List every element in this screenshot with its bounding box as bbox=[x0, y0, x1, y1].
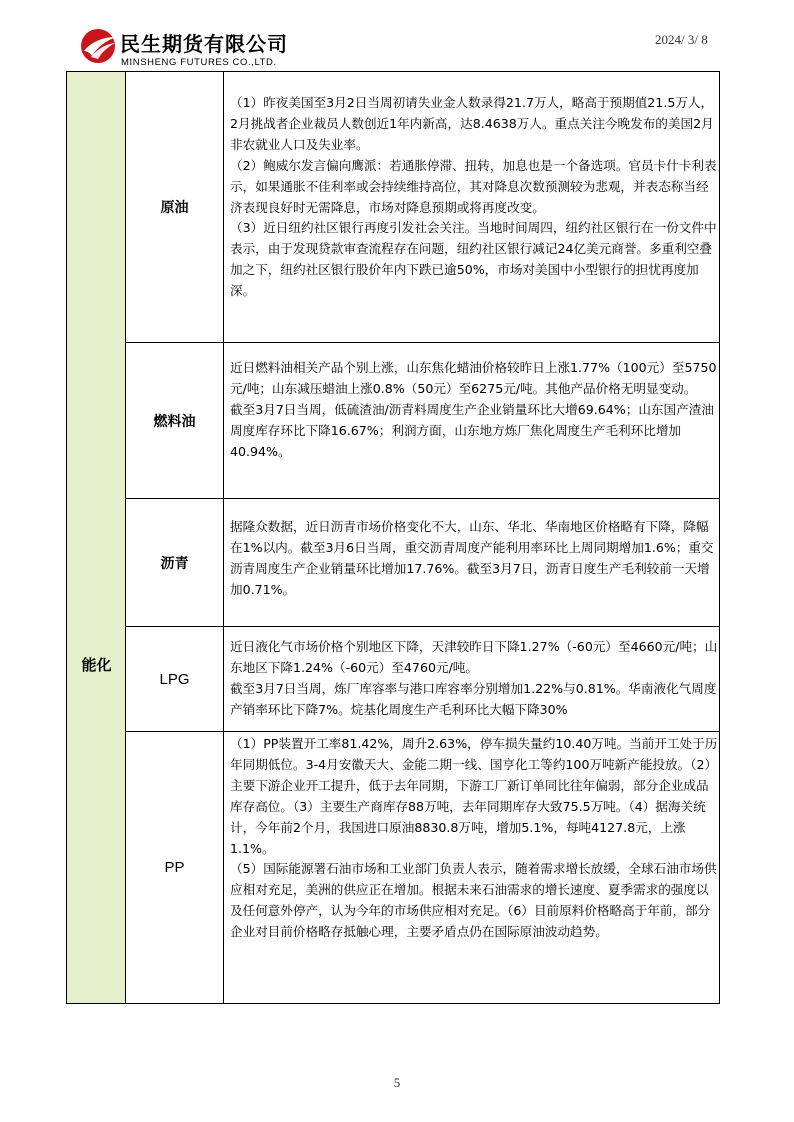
table-row-fuel-oil bbox=[126, 343, 720, 499]
row-label-lpg: LPG bbox=[126, 627, 224, 731]
company-name-en: MINSHENG FUTURES CO.,LTD. bbox=[121, 57, 277, 68]
paragraph: （2）鲍威尔发言偏向鹰派：若通胀停滞、扭转，加息也是一个备选项。官员卡什卡利表示，如果通胀不佳利率或会持续维持高位，其对降息次数预测较为悲观，并表态称当经济表现良好时无需降息，市场对降息预期或将再度改变。 bbox=[230, 157, 717, 215]
paragraph: （1）昨夜美国至3月2日当周初请失业金人数录得21.7万人，略高于预期值21.5万人，2月挑战者企业裁员人数创近1年内新高，达8.4638万人。重点关注今晚发布的美国2月非农就业人口及失业率。 bbox=[230, 95, 714, 152]
row-label-asphalt: 沥青 bbox=[126, 499, 224, 626]
table-row-asphalt bbox=[126, 499, 720, 627]
commodity-table bbox=[66, 72, 720, 1004]
row-text-asphalt bbox=[230, 517, 718, 601]
paragraph: （3）近日纽约社区银行再度引发社会关注。当地时间周四，纽约社区银行在一份文件中表示，由于发现贷款审查流程存在问题，纽约社区银行减记24亿美元商誉。多重利空叠加之下，纽约社区银行股价年内下跌已逾50%，市场对美国中小型银行的担忧再度加深。 bbox=[230, 220, 717, 299]
row-text-lpg bbox=[230, 637, 718, 721]
row-text-fuel-oil bbox=[230, 358, 718, 463]
report-date: 2024/ 3/ 8 bbox=[655, 32, 708, 47]
paragraph: （1）PP装置开工率81.42%，周升2.63%，停车损失量约10.40万吨。当前开工处于历年同期低位。3-4月安徽天大、金能二期一线、国亨化工等约100万吨新产能投放。（2）主要下游企业开工提升，低于去年同期，下游工厂新订单同比往年偏弱，部分企业成品库存高位。（3）主要生产商库存88万吨，去年同期库存大致75.5万吨。（4）据海关统计，今年前2个月，我国进口原油8830.8万吨，增加5.1%，每吨4127.8元，上涨1.1%。 bbox=[230, 736, 718, 856]
page-header bbox=[0, 0, 794, 72]
row-label-pp: PP bbox=[126, 732, 224, 1003]
paragraph: 近日燃料油相关产品个别上涨，山东焦化蜡油价格较昨日上涨1.77%（100元）至5750元/吨；山东减压蜡油上涨0.8%（50元）至6275元/吨。其他产品价格无明显变动。 bbox=[230, 360, 717, 396]
row-label-crude-oil: 原油 bbox=[126, 72, 224, 342]
table-row-lpg bbox=[126, 627, 720, 732]
paragraph: 截至3月7日当周，炼厂库容率与港口库容率分别增加1.22%与0.81%。华南液化气周度产销率环比下降7%。烷基化周度生产毛利环比大幅下降30% bbox=[230, 680, 717, 717]
row-label-fuel-oil: 燃料油 bbox=[126, 343, 224, 498]
paragraph: 近日液化气市场价格个别地区下降，天津较昨日下降1.27%（-60元）至4660元/吨；山东地区下降1.24%（-60元）至4760元/吨。 bbox=[230, 639, 718, 675]
table-row-crude-oil bbox=[126, 72, 720, 343]
paragraph: 据隆众数据，近日沥青市场价格变化不大，山东、华北、华南地区价格略有下降，降幅在1%以内。截至3月6日当周，重交沥青周度产能利用率环比上周同期增加1.6%；重交沥青周度生产企业销量环比增加17.76%。截至3月7日，沥青日度生产毛利较前一天增加0.71%。 bbox=[230, 519, 714, 597]
page-number: 5 bbox=[393, 1075, 401, 1090]
minsheng-wing-logo-icon bbox=[78, 26, 118, 66]
row-text-pp bbox=[230, 734, 718, 943]
paragraph: 截至3月7日当周，低硫渣油/沥青料周度生产企业销量环比大增69.64%；山东国产渣油周度库存环比下降16.67%；利润方面，山东地方炼厂焦化周度生产毛利环比增加40.94%。 bbox=[230, 401, 714, 459]
row-text-crude-oil bbox=[230, 93, 718, 302]
paragraph: （5）国际能源署石油市场和工业部门负责人表示，随着需求增长放缓，全球石油市场供应相对充足，美洲的供应正在增加。根据未来石油需求的增长速度、夏季需求的强度以及任何意外停产，认为今年的市场供应相对充足。（6）目前原料价格略高于年前，部分企业对目前价格略存抵触心理，主要矛盾点仍在国际原油波动趋势。 bbox=[230, 861, 717, 940]
company-name-cn: 民生期货有限公司 bbox=[120, 32, 288, 56]
category-label: 能化 bbox=[81, 656, 112, 674]
table-row-pp bbox=[126, 732, 720, 1003]
category-column bbox=[67, 72, 126, 1003]
